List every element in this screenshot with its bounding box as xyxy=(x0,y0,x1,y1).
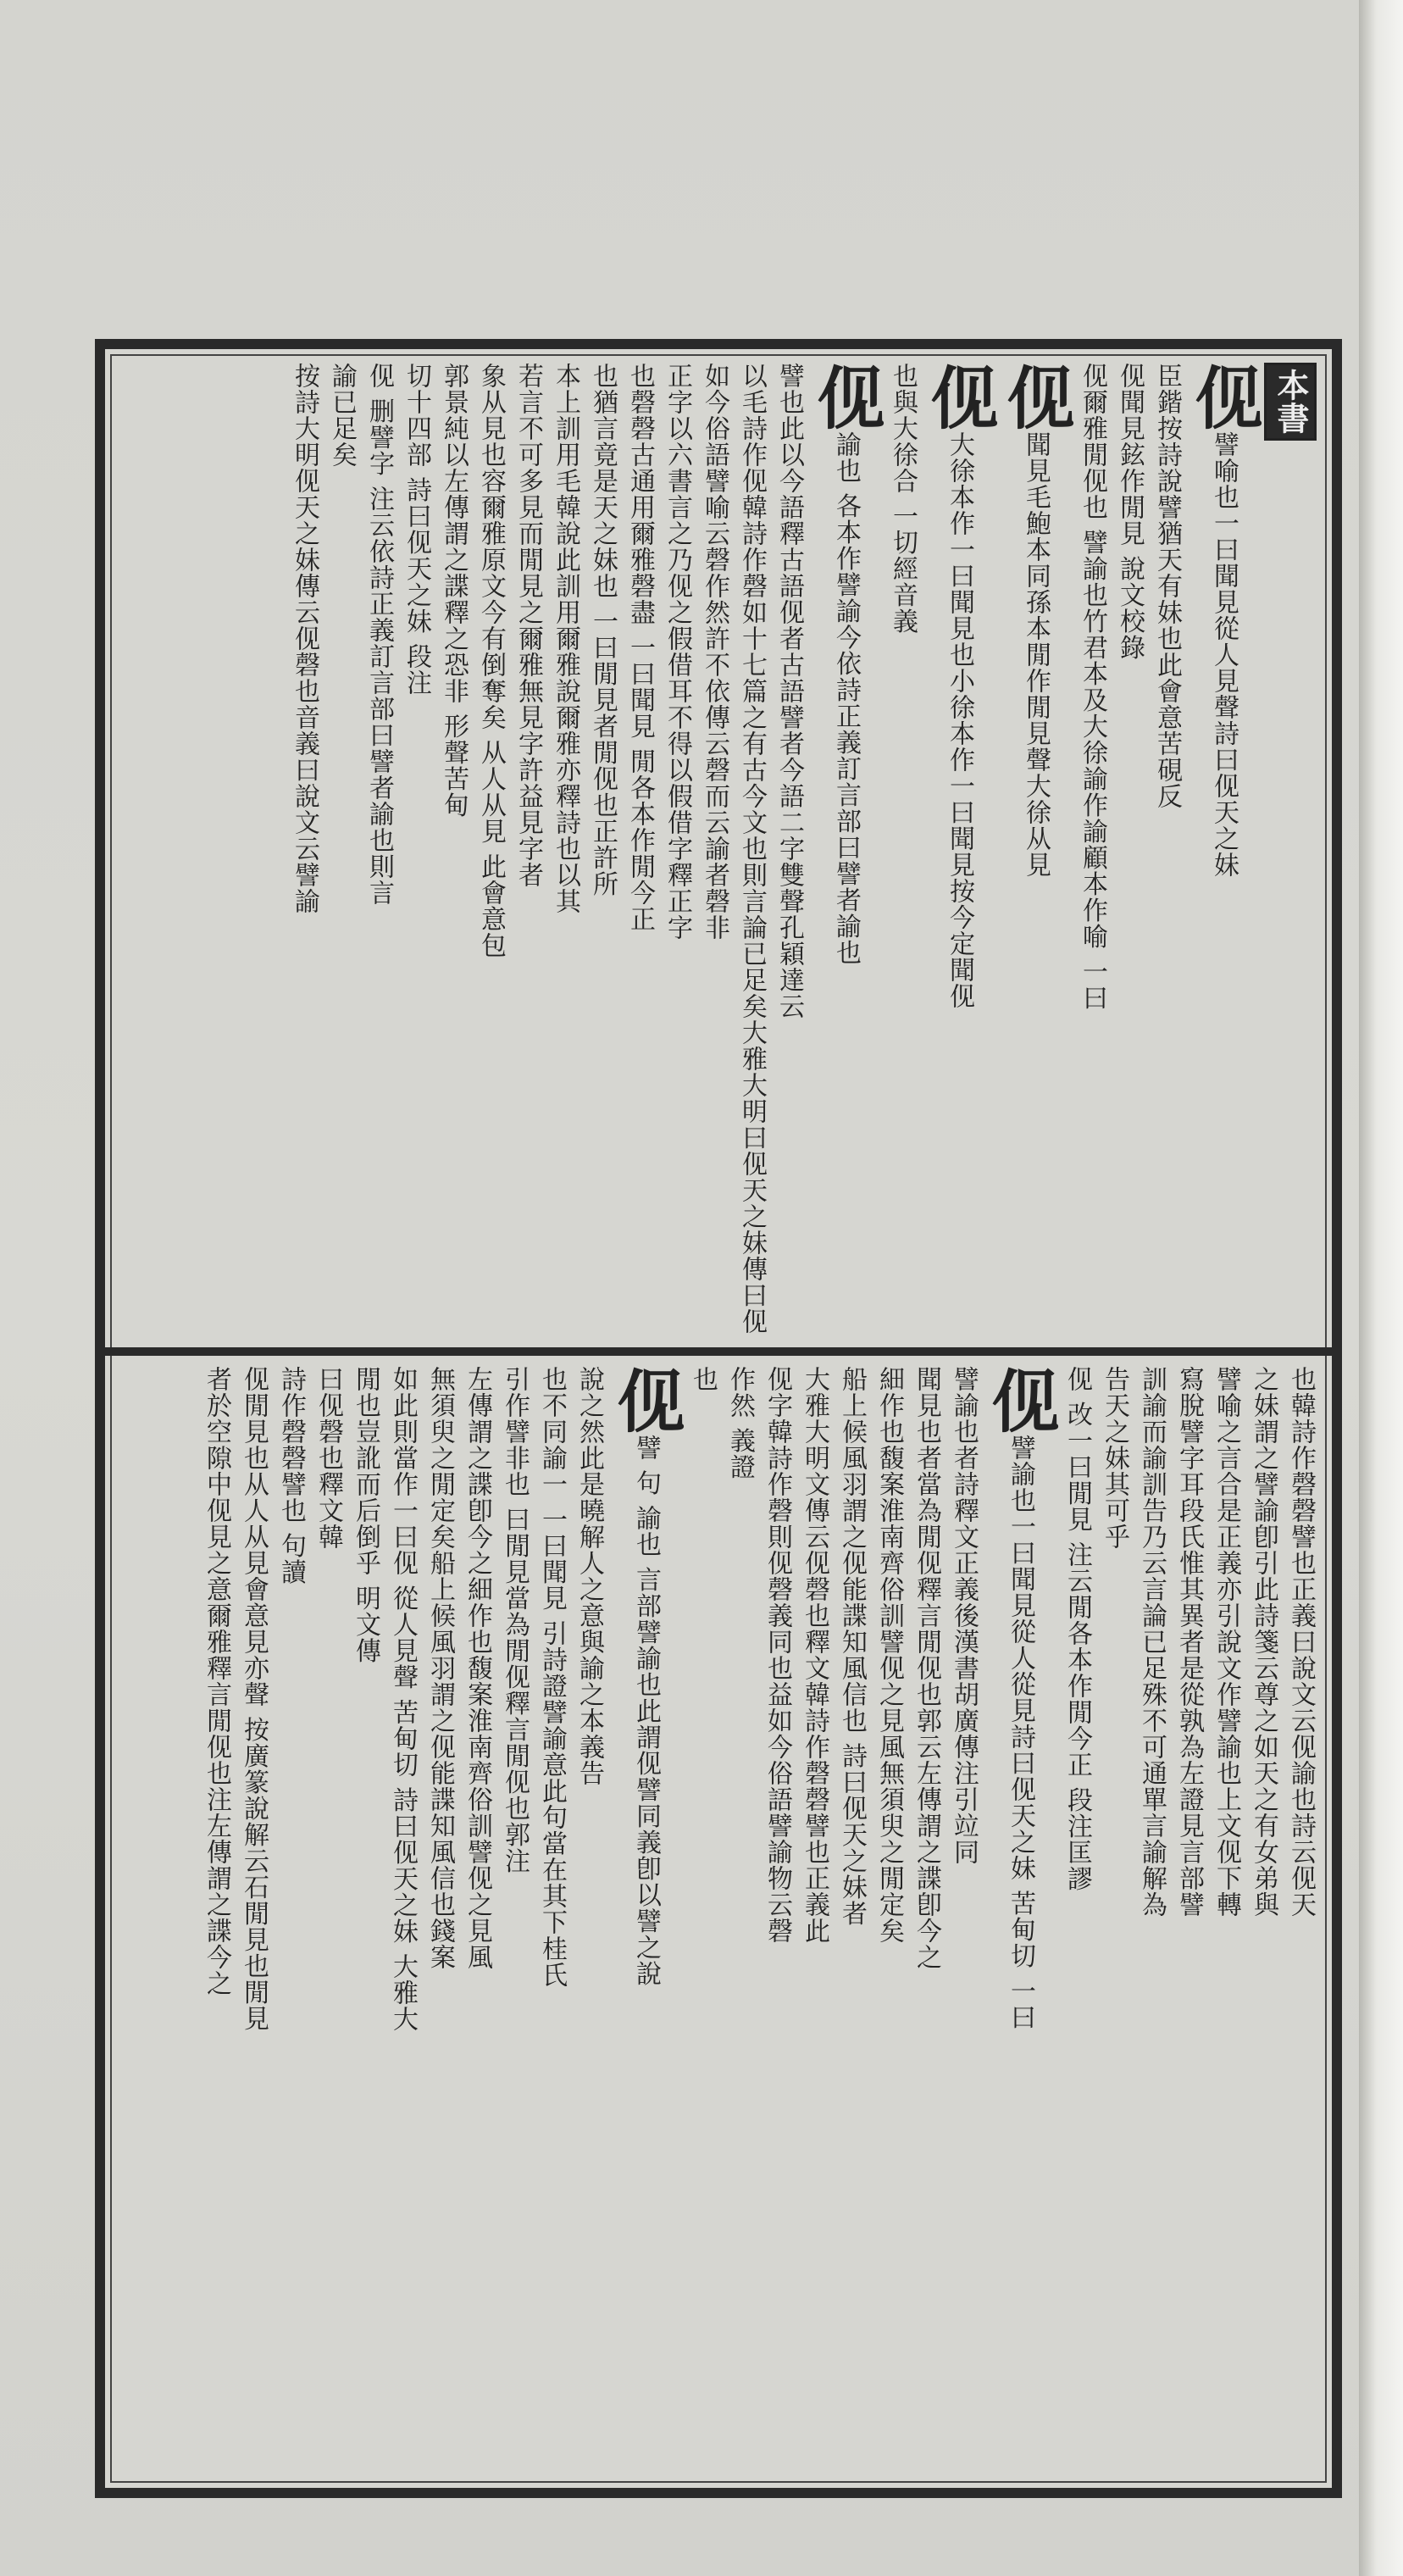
top-column xyxy=(886,363,918,1337)
top-column xyxy=(1113,363,1145,1337)
bottom-column xyxy=(947,1366,979,2476)
column-text: 作然 義證 xyxy=(725,1366,755,1480)
column-text: 譬也此以今語釋古語伣者古語譬者今語二字雙聲孔穎達云 xyxy=(774,363,804,1019)
seal-character: 伣 xyxy=(980,1366,1060,1435)
top-column xyxy=(1184,363,1263,1337)
top-header-tag: 本書 xyxy=(1264,363,1317,1337)
bottom-column xyxy=(1210,1366,1242,2476)
column-text: 以毛詩作伣韓詩作磬如十七篇之有古今文也則言論已足矣大雅大明曰伣天之妹傳曰伣 xyxy=(737,363,767,1335)
bottom-column xyxy=(686,1366,718,2476)
column-text: 臣鍇按詩說譬猶天有妹也此會意苦硯反 xyxy=(1152,363,1182,809)
column-text: 按詩大明伣天之妹傳云伣磬也音義曰說文云譬諭 xyxy=(290,363,319,914)
bottom-column xyxy=(798,1366,830,2476)
bottom-column xyxy=(312,1366,344,2476)
bottom-column xyxy=(1173,1366,1205,2476)
column-text: 譬喻也一曰聞見從人見聲詩曰伣天之妹 xyxy=(1209,431,1239,878)
top-columns xyxy=(120,363,1317,1337)
column-text: 告天之妹其可乎 xyxy=(1100,1366,1129,1550)
column-text: 大雅大明文傳云伣磬也釋文韓詩作磬磬譬也正義此 xyxy=(800,1366,829,1944)
bottom-column xyxy=(1098,1366,1130,2476)
column-text: 象从見也容爾雅原文今有倒奪矣 从人从見 此會意包 xyxy=(476,363,506,959)
seal-character: 伣 xyxy=(995,363,1075,431)
bottom-column xyxy=(498,1366,530,2476)
top-column xyxy=(698,363,730,1337)
column-text: 閒也豈訛而后倒乎 明文傳 xyxy=(351,1366,380,1664)
column-text: 譬諭也一曰聞見從人從見詩曰伣天之妹 苦甸切 一曰 xyxy=(1006,1435,1035,2031)
top-column xyxy=(806,363,885,1337)
column-text: 譬喻之言合是正義亦引說文作譬諭也上文伣下轉 xyxy=(1212,1366,1241,1918)
column-text: 諭已足矣 xyxy=(327,363,357,468)
column-text: 伣爾雅閒伣也 譬諭也竹君本及大徐諭作諭顧本作喻 一曰 xyxy=(1078,363,1107,1012)
column-text: 諭也 各本作譬諭今依詩正義訂言部曰譬者諭也 xyxy=(831,431,861,966)
bottom-column xyxy=(424,1366,456,2476)
bottom-column xyxy=(1247,1366,1279,2476)
bottom-column xyxy=(1061,1366,1093,2476)
bottom-column xyxy=(1135,1366,1167,2476)
top-column xyxy=(773,363,805,1337)
column-text: 左傳謂之諜卽今之細作也馥案淮南齊俗訓譬伣之見風 xyxy=(463,1366,492,1970)
column-text: 無須臾之閒定矣船上候風羽謂之伣能諜知風信也錢案 xyxy=(425,1366,455,1970)
column-text: 郭景純以左傳謂之諜釋之恐非 形聲苦甸 xyxy=(439,363,469,819)
top-column xyxy=(363,363,395,1337)
column-text: 若言不可多見而閒見之爾雅無見字許益見字者 xyxy=(513,363,543,888)
column-text: 聞見也者當為閒伣釋言閒伣也郭云左傳謂之諜卽今之 xyxy=(912,1366,941,1970)
column-text: 細作也馥案淮南齊俗訓譬伣之見風無須臾之閒定矣 xyxy=(874,1366,904,1944)
top-column xyxy=(919,363,999,1337)
top-column xyxy=(437,363,469,1337)
bottom-columns xyxy=(120,1366,1317,2476)
column-text: 本上訓用毛韓說此訓用爾雅說爾雅亦釋詩也以其 xyxy=(551,363,580,914)
bottom-column xyxy=(1284,1366,1317,2476)
column-text: 切十四部 詩曰伣天之妹 段注 xyxy=(402,363,431,697)
section-divider xyxy=(105,1347,1332,1356)
column-text: 之妹謂之譬諭卽引此詩箋云尊之如天之有女弟與 xyxy=(1249,1366,1278,1918)
bottom-column xyxy=(980,1366,1060,2476)
bottom-column xyxy=(835,1366,868,2476)
top-column xyxy=(586,363,618,1337)
top-column xyxy=(512,363,544,1337)
column-text: 也 xyxy=(688,1366,718,1392)
column-text: 伣 改一曰閒見 注云閒各本作閒今正 段注匡謬 xyxy=(1062,1366,1092,1892)
column-text: 也猶言竟是天之妹也 一曰閒見者閒伣也正許所 xyxy=(588,363,618,897)
column-text: 伣聞見鉉作閒見 說文校錄 xyxy=(1115,363,1145,661)
column-text: 聞見毛鮑本同孫本閒作閒見聲大徐从見 xyxy=(1021,431,1051,878)
top-column xyxy=(288,363,320,1337)
bottom-column xyxy=(237,1366,269,2476)
column-text: 船上候風羽謂之伣能諜知風信也 詩曰伣天之妹者 xyxy=(837,1366,867,1927)
bottom-column xyxy=(386,1366,419,2476)
column-text: 如此則當作一曰伣 從人見聲 苦甸切 詩曰伣天之妹 大雅大 xyxy=(388,1366,418,2033)
column-text: 譬諭也者詩釋文正義後漢書胡廣傳注引竝同 xyxy=(949,1366,979,1865)
bottom-column xyxy=(200,1366,232,2476)
column-text: 正字以六書言之乃伣之假借耳不得以假借字釋正字 xyxy=(663,363,692,941)
seal-character: 伣 xyxy=(919,363,999,431)
bottom-column xyxy=(910,1366,942,2476)
column-text: 曰伣磬也釋文韓 xyxy=(313,1366,343,1550)
bottom-column xyxy=(761,1366,793,2476)
top-column xyxy=(995,363,1075,1337)
bottom-column xyxy=(606,1366,685,2476)
page-edge xyxy=(1359,0,1403,2576)
column-text: 如今俗語譬喻云磬作然許不依傳云磬而云諭者磬非 xyxy=(700,363,729,941)
column-text: 詩作磬磬譬也 句讀 xyxy=(276,1366,306,1585)
top-column xyxy=(549,363,581,1337)
top-column xyxy=(661,363,693,1337)
column-text: 引作譬非也 曰閒見當為閒伣釋言閒伣也郭注 xyxy=(500,1366,530,1874)
column-text: 也韓詩作磬磬譬也正義曰說文云伣諭也詩云伣天 xyxy=(1286,1366,1316,1918)
column-text: 伣字韓詩作磬則伣磬義同也益如今俗語譬諭物云磬 xyxy=(762,1366,792,1944)
top-column xyxy=(325,363,358,1337)
top-section xyxy=(120,363,1317,1337)
column-text: 大徐本作一曰聞見也小徐本作一曰聞見按今定聞伣 xyxy=(945,431,974,1009)
bottom-column xyxy=(573,1366,605,2476)
column-text: 也磬磬古通用爾雅磬盡 一曰聞見 閒各本作閒今正 xyxy=(625,363,655,933)
top-column xyxy=(1076,363,1108,1337)
bottom-column xyxy=(461,1366,493,2476)
text-frame xyxy=(95,339,1342,2498)
column-text: 譬 句 諭也 言部譬諭也此謂伣譬同義卽以譬之說 xyxy=(631,1435,661,1987)
seal-character: 伣 xyxy=(806,363,885,431)
column-text: 也與大徐合 一切經音義 xyxy=(888,363,918,635)
column-text: 伣閒見也从人从見會意見亦聲 按廣篆說解云石閒見也閒見 xyxy=(239,1366,269,2032)
column-text: 說之然此是曉解人之意與諭之本義告 xyxy=(574,1366,604,1786)
column-text: 寫脫譬字耳段氏惟其異者是從孰為左證見言部譬 xyxy=(1174,1366,1204,1918)
top-column xyxy=(400,363,432,1337)
bottom-section xyxy=(120,1366,1317,2476)
top-column xyxy=(474,363,507,1337)
column-text: 也不同諭一 一曰聞見 引詩證譬諭意此句當在其下桂氏 xyxy=(537,1366,567,1989)
top-column xyxy=(1151,363,1183,1337)
seal-character: 伣 xyxy=(1184,363,1263,431)
column-text: 者於空隙中伣見之意爾雅釋言閒伣也注左傳謂之諜今之 xyxy=(202,1366,231,1996)
bottom-column xyxy=(274,1366,307,2476)
bottom-column xyxy=(873,1366,905,2476)
column-text: 伣 删譬字 注云依詩正義訂言部曰譬者諭也則言 xyxy=(364,363,394,907)
bottom-column xyxy=(724,1366,756,2476)
top-column xyxy=(735,363,768,1337)
bottom-column xyxy=(535,1366,568,2476)
seal-character: 伣 xyxy=(606,1366,685,1435)
bottom-column xyxy=(349,1366,381,2476)
top-column xyxy=(624,363,656,1337)
column-text: 訓諭而諭訓告乃云言論已足殊不可通單言諭解為 xyxy=(1137,1366,1167,1918)
